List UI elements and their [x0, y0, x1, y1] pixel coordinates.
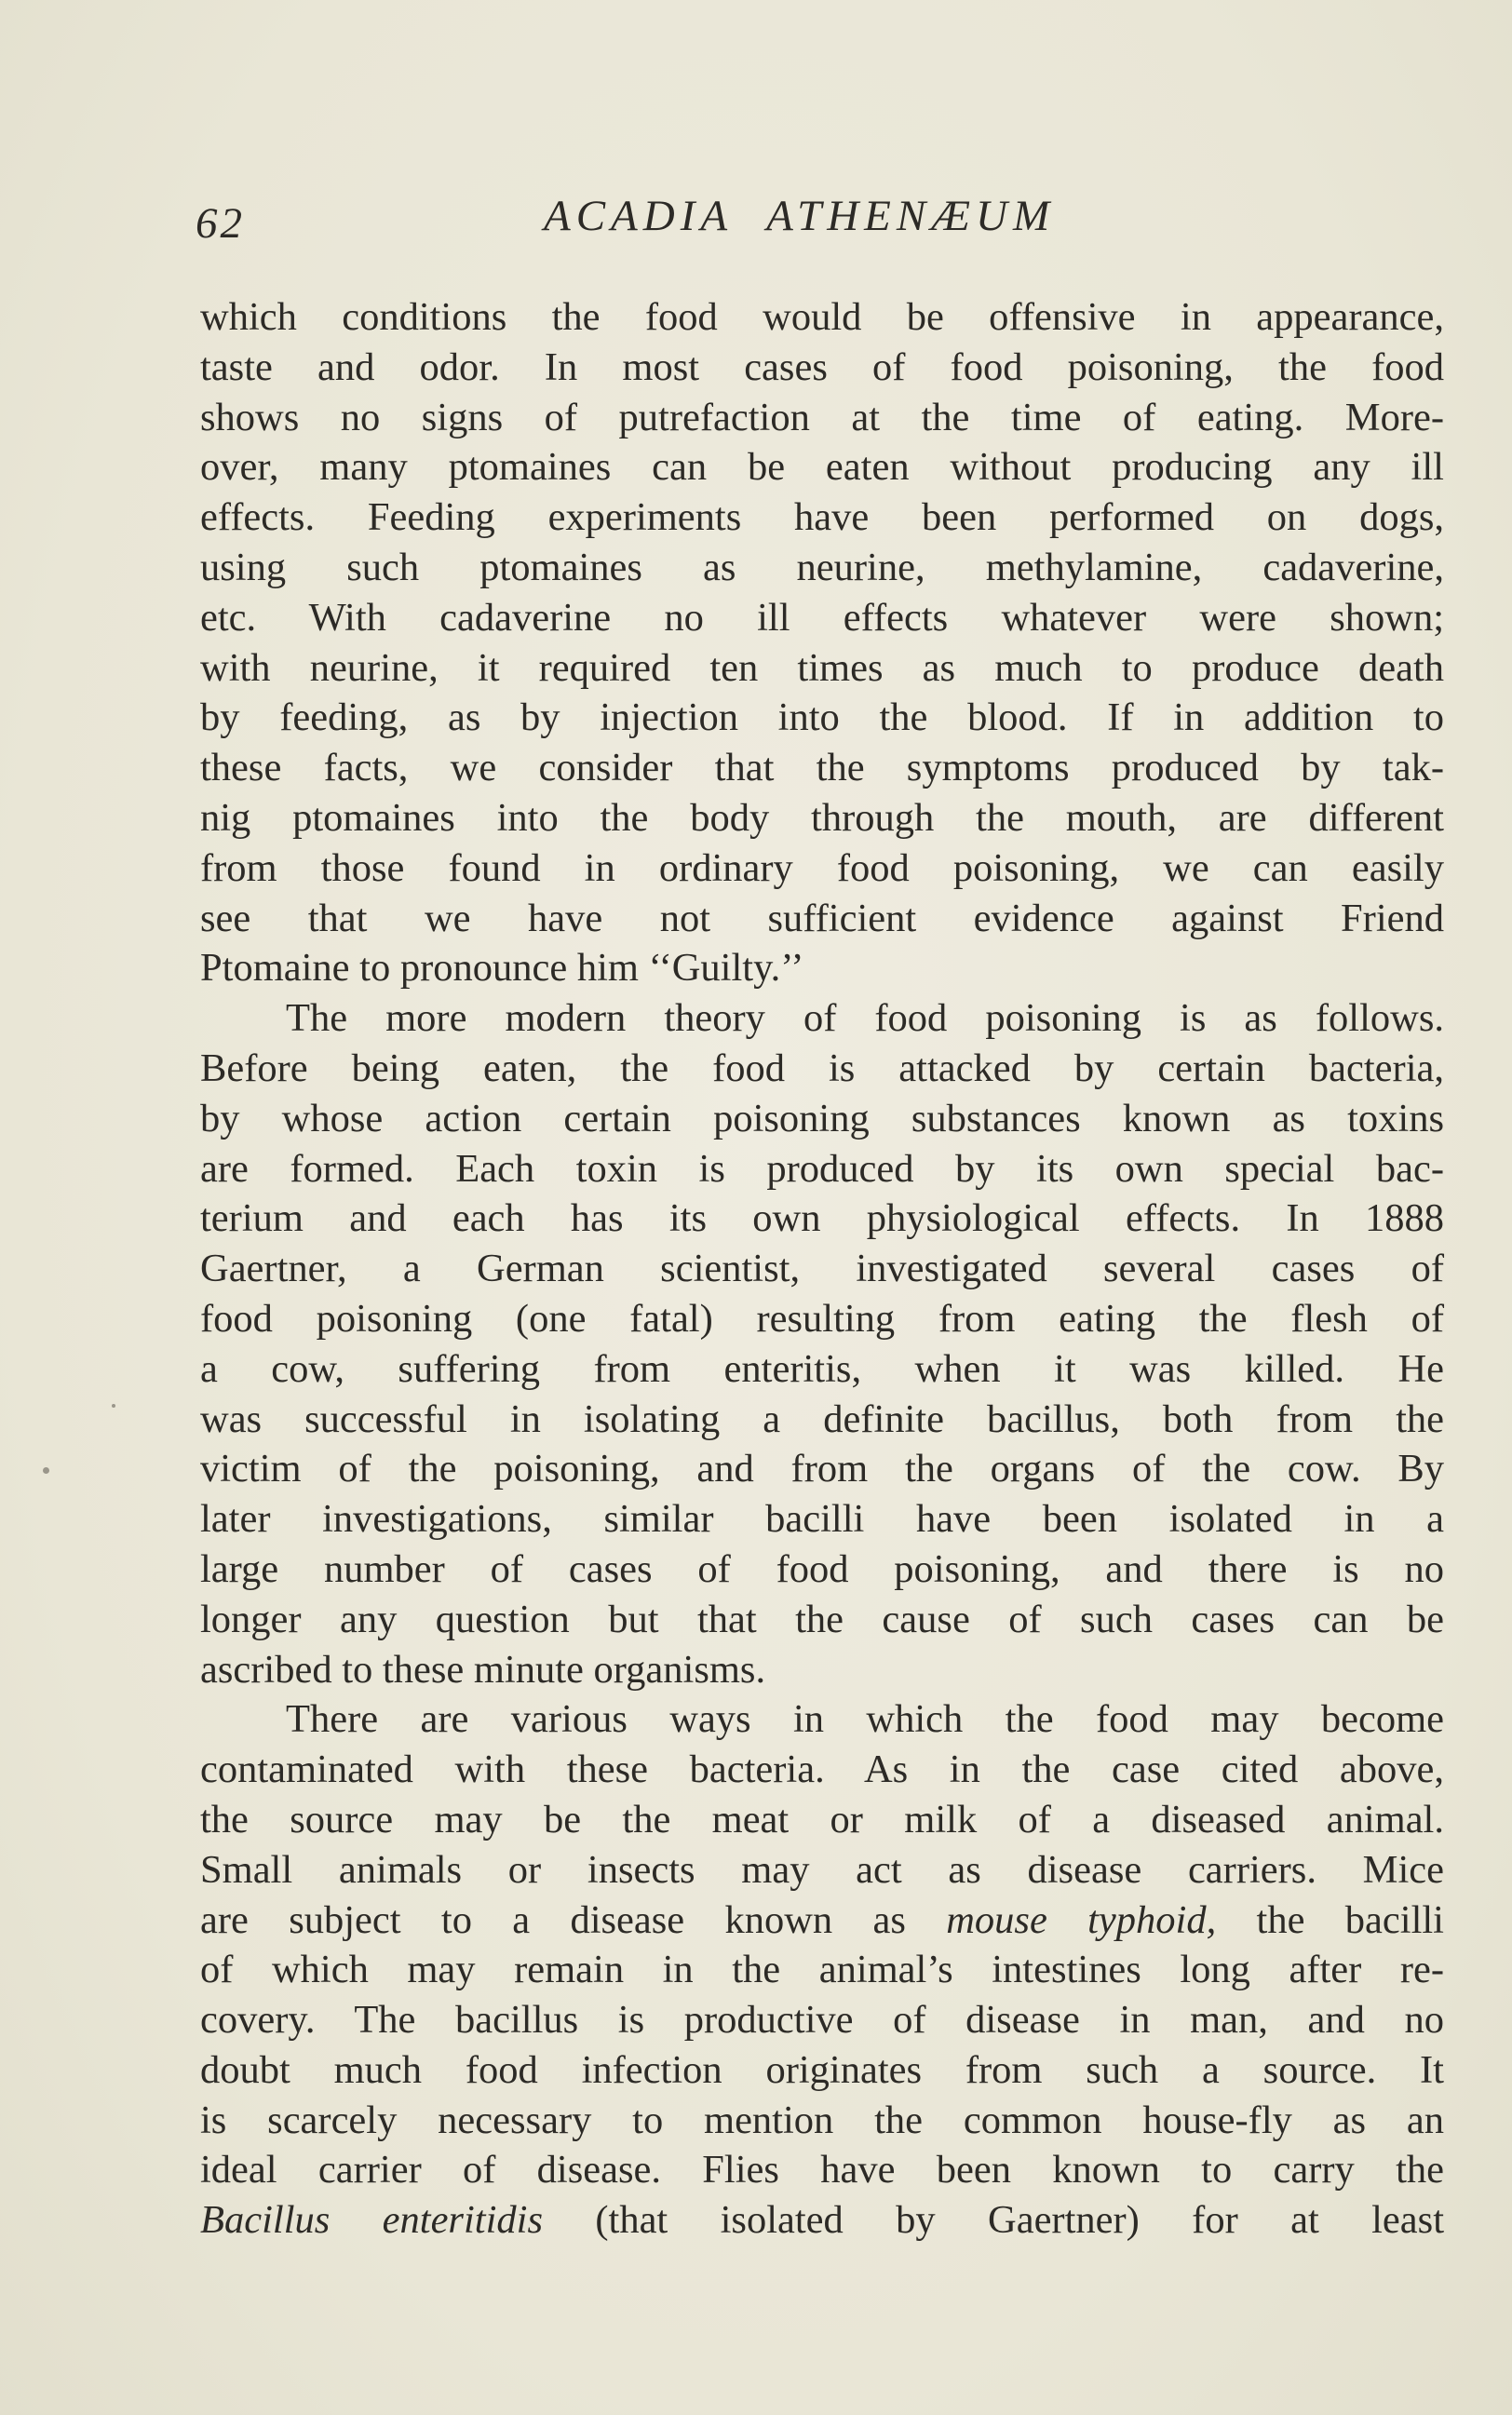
text-line: with neurine, it required ten times as much to produce death: [200, 645, 1444, 690]
text-line: the source may be the meat or milk of a diseased animal.: [200, 1797, 1444, 1842]
text-line: terium and each has its own physiological effects. In 1888: [200, 1196, 1444, 1241]
text-line: ideal carrier of disease. Flies have been known to carry the: [200, 2148, 1444, 2192]
text-line: using such ptomaines as neurine, methylamine, cadaverine,: [200, 545, 1444, 589]
text-line: later investigations, similar bacilli have been isolated in a: [200, 1497, 1444, 1542]
text-line: are formed. Each toxin is produced by its own special bac-: [200, 1146, 1444, 1191]
text-line: Before being eaten, the food is attacked by certain bacteria,: [200, 1046, 1444, 1090]
margin-speck: [112, 1404, 115, 1408]
body-text: [200, 292, 1444, 2246]
text-line: Bacillus enteritidis (that isolated by Gaertner) for at least: [200, 2198, 1444, 2243]
text-line: these facts, we consider that the symptoms produced by tak-: [200, 746, 1444, 790]
text-line: by feeding, as by injection into the blood. If in addition to: [200, 695, 1444, 740]
text-line: food poisoning (one fatal) resulting from eating the flesh of: [200, 1296, 1444, 1341]
paragraph-modern-theory: [200, 993, 1444, 1694]
italic-term: mouse typhoid,: [946, 1897, 1217, 1942]
text-line: Small animals or insects may act as disease carriers. Mice: [200, 1847, 1444, 1892]
page-header: [196, 191, 1452, 256]
text-line: a cow, suffering from enteritis, when it was killed. He: [200, 1346, 1444, 1391]
text-line: victim of the poisoning, and from the organs of the cow. By: [200, 1447, 1444, 1491]
text-line: was successful in isolating a definite bacillus, both from the: [200, 1396, 1444, 1441]
text-line: covery. The bacillus is productive of disease in man, and no: [200, 1998, 1444, 2043]
text-line: shows no signs of putrefaction at the time of eating. More-: [200, 395, 1444, 439]
text-line: of which may remain in the animal’s intestines long after re-: [200, 1948, 1444, 1992]
paragraph-food-poisoning-ptomaines: [200, 292, 1444, 993]
text-line: longer any question but that the cause of such cases can be: [200, 1597, 1444, 1641]
text-line: There are various ways in which the food may become: [286, 1697, 1444, 1742]
text-line: effects. Feeding experiments have been performed on dogs,: [200, 495, 1444, 540]
text-line: contaminated with these bacteria. As in the case cited above,: [200, 1747, 1444, 1792]
text-line: see that we have not sufficient evidence against Friend: [200, 896, 1444, 940]
page-number: 62: [196, 199, 245, 248]
text-line: over, many ptomaines can be eaten without producing any ill: [200, 445, 1444, 490]
text-line: are subject to a disease known as mouse typhoid, the bacilli: [200, 1897, 1444, 1942]
text-line: large number of cases of food poisoning, and there is no: [200, 1546, 1444, 1591]
text-line: which conditions the food would be offensive in appearance,: [200, 295, 1444, 339]
text-line: The more modern theory of food poisoning is as follows.: [286, 996, 1444, 1041]
text-line: etc. With cadaverine no ill effects whatever were shown;: [200, 595, 1444, 640]
paragraph-contamination: [200, 1694, 1444, 2246]
margin-speck: [43, 1467, 49, 1474]
text-line: Ptomaine to pronounce him ‘‘Guilty.’’: [200, 946, 804, 991]
text-line: by whose action certain poisoning substances known as toxins: [200, 1096, 1444, 1140]
italic-term: Bacillus enteritidis: [200, 2198, 543, 2243]
text-line: doubt much food infection originates from such a source. It: [200, 2047, 1444, 2092]
text-line: ascribed to these minute organisms.: [200, 1647, 766, 1692]
text-line: taste and odor. In most cases of food poisoning, the food: [200, 344, 1444, 389]
text-line: nig ptomaines into the body through the mouth, are different: [200, 795, 1444, 840]
text-line: is scarcely necessary to mention the common house-fly as an: [200, 2098, 1444, 2142]
text-line: Gaertner, a German scientist, investigated several cases of: [200, 1247, 1444, 1291]
text-line: from those found in ordinary food poisoning, we can easily: [200, 845, 1444, 890]
running-title: ACADIA ATHENÆUM: [544, 192, 1056, 240]
